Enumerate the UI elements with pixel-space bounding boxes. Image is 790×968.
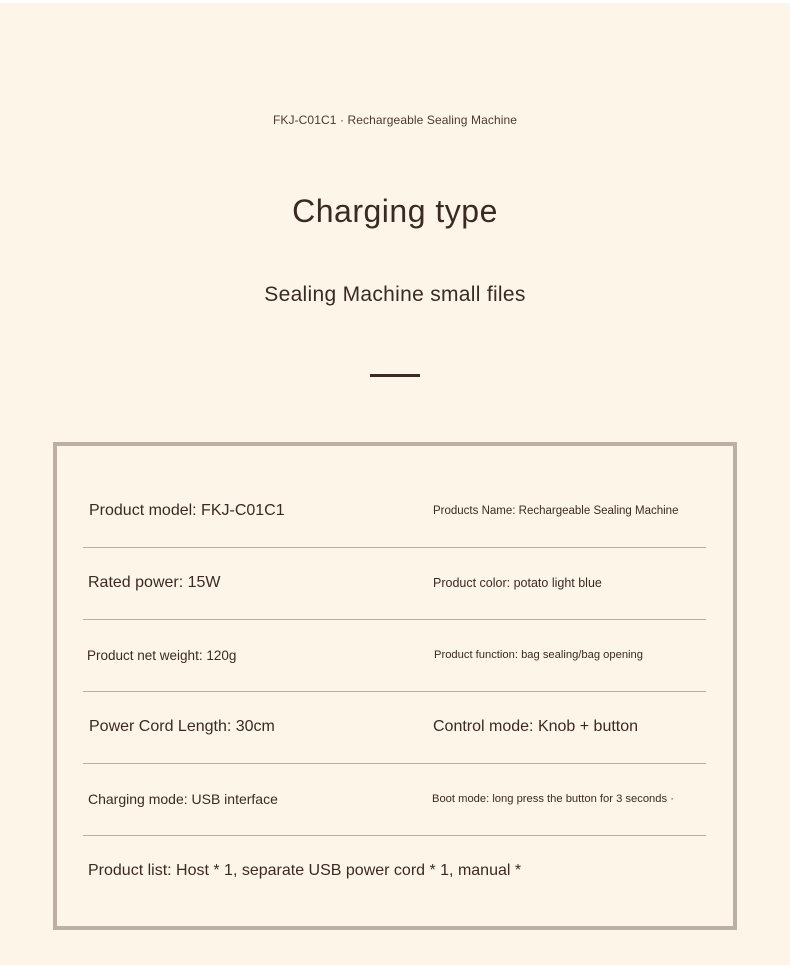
spec-product-model: Product model: FKJ-C01C1 [89, 502, 285, 519]
spec-product-list: Product list: Host * 1, separate USB power cord * 1, manual * [88, 862, 522, 879]
product-kicker: FKJ-C01C1 · Rechargeable Sealing Machine [272, 113, 518, 127]
page-subtitle: Sealing Machine small files [264, 283, 526, 306]
spec-control-mode: Control mode: Knob + button [433, 718, 639, 735]
spec-table [53, 442, 737, 930]
title-divider [370, 374, 420, 377]
spec-product-color: Product color: potato light blue [433, 576, 602, 590]
spec-row [83, 691, 706, 764]
spec-row [83, 475, 706, 548]
spec-power-cord-length: Power Cord Length: 30cm [89, 718, 275, 735]
spec-product-name: Products Name: Rechargeable Sealing Machine [433, 505, 679, 517]
spec-row [83, 547, 706, 620]
page-title: Charging type [292, 193, 498, 229]
page-background [0, 3, 790, 965]
spec-row [83, 619, 706, 692]
spec-net-weight: Product net weight: 120g [87, 647, 237, 663]
spec-row [83, 835, 706, 907]
spec-boot-mode: Boot mode: long press the button for 3 seconds · [432, 793, 674, 805]
spec-row [83, 763, 706, 836]
spec-rated-power: Rated power: 15W [88, 574, 221, 591]
spec-charging-mode: Charging mode: USB interface [88, 791, 278, 807]
spec-product-function: Product function: bag sealing/bag opening [434, 649, 643, 661]
